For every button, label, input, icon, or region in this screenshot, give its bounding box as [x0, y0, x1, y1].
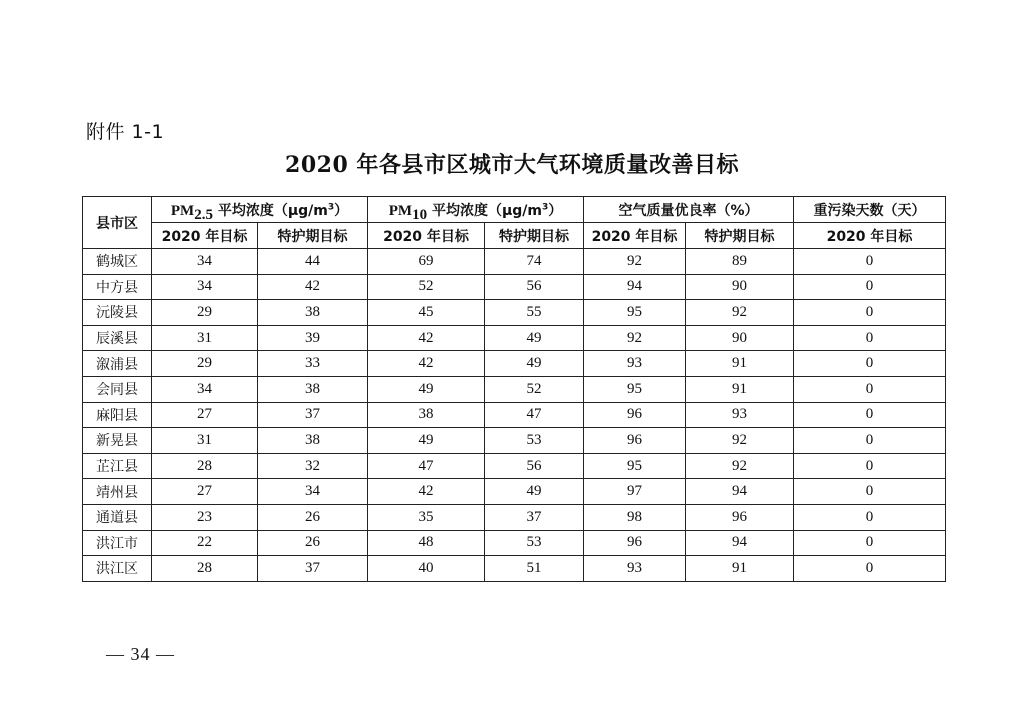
table-row: [83, 249, 946, 275]
header-good-2020: 2020 年目标: [584, 223, 686, 249]
cell-pm10-2020: 52: [368, 274, 485, 300]
table-body: [83, 249, 946, 582]
header-county: 县市区: [83, 197, 152, 249]
header-pm25-special: 特护期目标: [258, 223, 368, 249]
cell-good-special: 93: [686, 402, 794, 428]
cell-county: 沅陵县: [83, 300, 152, 326]
cell-heavy-2020: 0: [794, 504, 946, 530]
cell-pm25-special: 37: [258, 402, 368, 428]
cell-pm10-special: 53: [485, 428, 584, 454]
pm10-subscript: 10: [412, 206, 428, 223]
cell-heavy-2020: 0: [794, 453, 946, 479]
pm10-label: 平均浓度（μg/m: [427, 202, 542, 219]
cell-pm10-special: 56: [485, 274, 584, 300]
cell-county: 辰溪县: [83, 325, 152, 351]
cell-good-special: 90: [686, 274, 794, 300]
cell-good-special: 94: [686, 479, 794, 505]
cell-pm25-special: 42: [258, 274, 368, 300]
cell-county: 中方县: [83, 274, 152, 300]
table-row: [83, 479, 946, 505]
header-pm10-special: 特护期目标: [485, 223, 584, 249]
cell-pm25-2020: 27: [152, 402, 258, 428]
cell-pm25-special: 26: [258, 504, 368, 530]
header-pm10-2020: 2020 年目标: [368, 223, 485, 249]
table-row: [83, 530, 946, 556]
cell-pm10-2020: 49: [368, 376, 485, 402]
pm25-prefix: PM: [170, 202, 195, 219]
table-row: [83, 325, 946, 351]
cell-good-2020: 95: [584, 300, 686, 326]
pm10-prefix: PM: [388, 202, 413, 219]
header-good-rate: 空气质量优良率（%）: [584, 197, 794, 223]
cell-good-2020: 95: [584, 376, 686, 402]
document-title: 2020 年各县市区城市大气环境质量改善目标: [285, 152, 739, 178]
cell-pm25-special: 39: [258, 325, 368, 351]
cell-pm10-special: 49: [485, 479, 584, 505]
cell-county: 靖州县: [83, 479, 152, 505]
cell-pm25-special: 44: [258, 249, 368, 275]
cell-pm10-special: 56: [485, 453, 584, 479]
cell-pm10-special: 47: [485, 402, 584, 428]
cell-heavy-2020: 0: [794, 376, 946, 402]
header-pm25-2020: 2020 年目标: [152, 223, 258, 249]
header-heavy-days: 重污染天数（天）: [794, 197, 946, 223]
cell-county: 通道县: [83, 504, 152, 530]
pm25-suffix: ）: [334, 202, 349, 219]
cell-county: 溆浦县: [83, 351, 152, 377]
cell-good-special: 90: [686, 325, 794, 351]
pm10-superscript: 3: [541, 201, 549, 212]
header-pm10: [368, 197, 584, 223]
page-number: — 34 —: [106, 644, 175, 664]
cell-pm25-2020: 23: [152, 504, 258, 530]
header-good-special: 特护期目标: [686, 223, 794, 249]
cell-good-2020: 96: [584, 428, 686, 454]
cell-good-2020: 96: [584, 530, 686, 556]
cell-pm10-2020: 38: [368, 402, 485, 428]
pm25-subscript: 2.5: [194, 206, 213, 223]
cell-good-special: 91: [686, 376, 794, 402]
cell-county: 芷江县: [83, 453, 152, 479]
cell-pm10-special: 51: [485, 556, 584, 582]
cell-pm10-2020: 45: [368, 300, 485, 326]
cell-pm25-2020: 34: [152, 249, 258, 275]
cell-pm25-special: 38: [258, 300, 368, 326]
header-row-targets: [83, 223, 946, 249]
cell-good-special: 94: [686, 530, 794, 556]
cell-pm25-special: 34: [258, 479, 368, 505]
cell-good-2020: 96: [584, 402, 686, 428]
cell-pm25-2020: 34: [152, 376, 258, 402]
cell-pm25-2020: 29: [152, 351, 258, 377]
cell-pm25-special: 38: [258, 428, 368, 454]
table-row: [83, 556, 946, 582]
cell-pm25-special: 38: [258, 376, 368, 402]
cell-pm10-2020: 42: [368, 351, 485, 377]
cell-county: 鹤城区: [83, 249, 152, 275]
table-row: [83, 274, 946, 300]
cell-pm10-special: 52: [485, 376, 584, 402]
cell-good-special: 91: [686, 351, 794, 377]
air-quality-targets-table: [82, 196, 946, 582]
cell-good-2020: 95: [584, 453, 686, 479]
cell-pm10-2020: 49: [368, 428, 485, 454]
cell-pm25-2020: 29: [152, 300, 258, 326]
cell-pm10-2020: 42: [368, 325, 485, 351]
pm10-suffix: ）: [548, 202, 563, 219]
table-row: [83, 351, 946, 377]
cell-pm10-2020: 47: [368, 453, 485, 479]
pm25-label: 平均浓度（μg/m: [212, 202, 328, 219]
cell-pm25-special: 33: [258, 351, 368, 377]
cell-county: 麻阳县: [83, 402, 152, 428]
cell-county: 洪江区: [83, 556, 152, 582]
cell-pm10-2020: 40: [368, 556, 485, 582]
cell-good-special: 92: [686, 300, 794, 326]
cell-pm10-special: 53: [485, 530, 584, 556]
cell-good-special: 91: [686, 556, 794, 582]
header-pm25: [152, 197, 368, 223]
cell-pm10-special: 49: [485, 325, 584, 351]
cell-good-2020: 94: [584, 274, 686, 300]
cell-heavy-2020: 0: [794, 479, 946, 505]
header-row-groups: [83, 197, 946, 223]
cell-good-2020: 97: [584, 479, 686, 505]
cell-pm25-2020: 27: [152, 479, 258, 505]
cell-good-special: 92: [686, 453, 794, 479]
cell-pm10-2020: 42: [368, 479, 485, 505]
cell-heavy-2020: 0: [794, 325, 946, 351]
cell-heavy-2020: 0: [794, 351, 946, 377]
cell-good-special: 89: [686, 249, 794, 275]
table-row: [83, 376, 946, 402]
cell-heavy-2020: 0: [794, 249, 946, 275]
cell-county: 新晃县: [83, 428, 152, 454]
cell-good-special: 92: [686, 428, 794, 454]
cell-heavy-2020: 0: [794, 274, 946, 300]
cell-pm25-special: 26: [258, 530, 368, 556]
cell-good-2020: 93: [584, 556, 686, 582]
cell-county: 洪江市: [83, 530, 152, 556]
cell-heavy-2020: 0: [794, 530, 946, 556]
cell-pm10-2020: 69: [368, 249, 485, 275]
table-row: [83, 402, 946, 428]
cell-pm25-2020: 28: [152, 453, 258, 479]
cell-heavy-2020: 0: [794, 300, 946, 326]
cell-pm25-2020: 34: [152, 274, 258, 300]
cell-pm25-special: 37: [258, 556, 368, 582]
cell-heavy-2020: 0: [794, 556, 946, 582]
cell-pm25-2020: 28: [152, 556, 258, 582]
pm25-superscript: 3: [327, 201, 335, 212]
cell-pm25-2020: 22: [152, 530, 258, 556]
cell-pm10-2020: 48: [368, 530, 485, 556]
cell-pm10-special: 49: [485, 351, 584, 377]
cell-heavy-2020: 0: [794, 402, 946, 428]
cell-pm25-special: 32: [258, 453, 368, 479]
cell-good-special: 96: [686, 504, 794, 530]
table-row: [83, 428, 946, 454]
cell-heavy-2020: 0: [794, 428, 946, 454]
cell-pm10-special: 74: [485, 249, 584, 275]
cell-pm10-special: 55: [485, 300, 584, 326]
cell-good-2020: 93: [584, 351, 686, 377]
attachment-label: 附件 1-1: [86, 121, 165, 143]
cell-county: 会同县: [83, 376, 152, 402]
cell-good-2020: 98: [584, 504, 686, 530]
cell-good-2020: 92: [584, 325, 686, 351]
table-row: [83, 453, 946, 479]
header-heavy-2020: 2020 年目标: [794, 223, 946, 249]
cell-pm25-2020: 31: [152, 325, 258, 351]
table-row: [83, 504, 946, 530]
cell-pm10-2020: 35: [368, 504, 485, 530]
cell-pm25-2020: 31: [152, 428, 258, 454]
cell-pm10-special: 37: [485, 504, 584, 530]
cell-good-2020: 92: [584, 249, 686, 275]
table-row: [83, 300, 946, 326]
